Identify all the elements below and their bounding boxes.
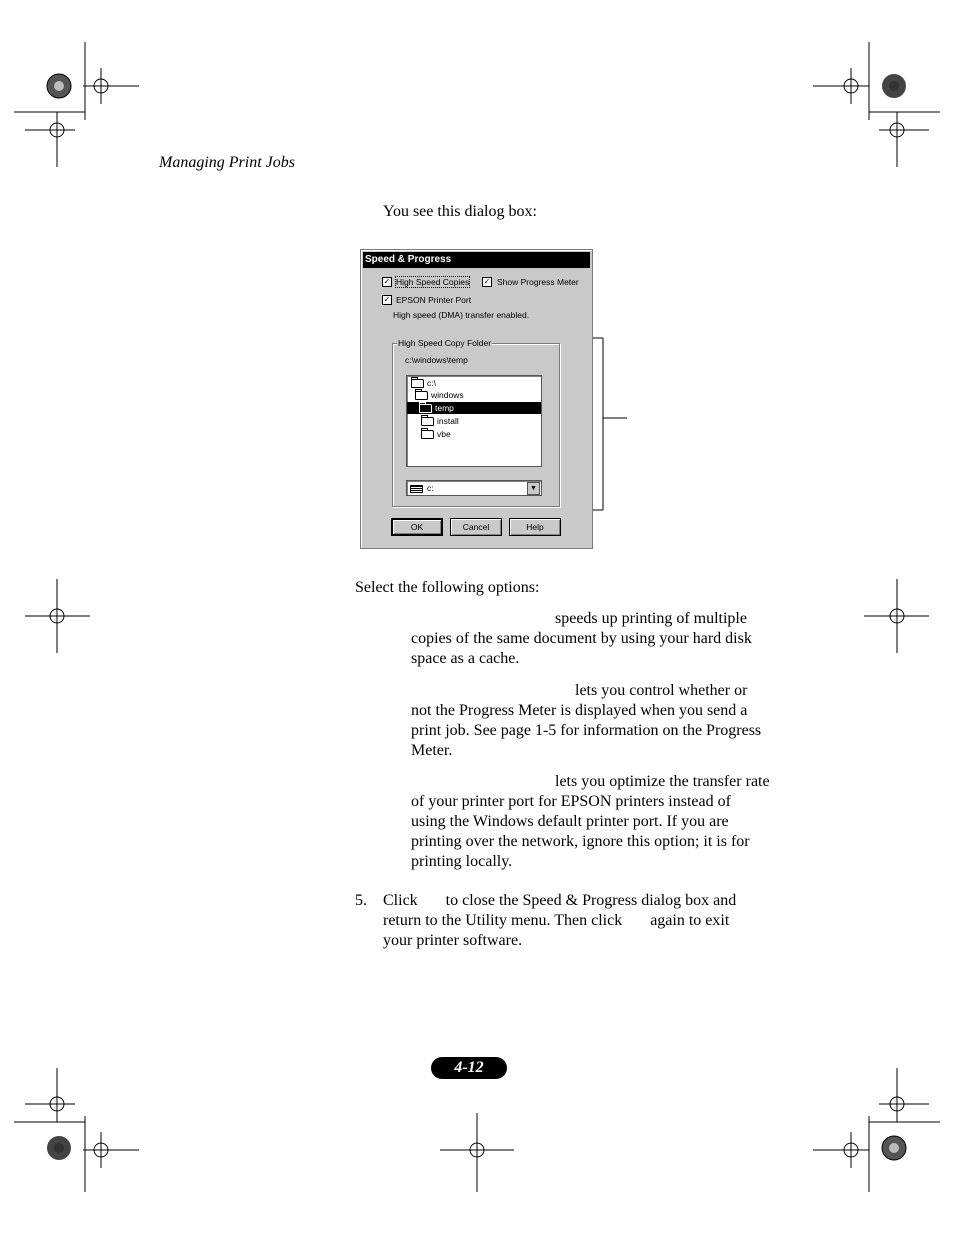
folder-item-windows[interactable]: windows bbox=[415, 389, 464, 401]
intro-text: You see this dialog box: bbox=[383, 203, 537, 220]
option3-line3: using the Windows default printer port. If you are bbox=[411, 813, 729, 830]
dialog-title: Speed & Progress bbox=[363, 252, 590, 268]
ok-button[interactable]: OK bbox=[391, 518, 443, 536]
group-label: High Speed Copy Folder bbox=[398, 338, 492, 348]
option1-line3: space as a cache. bbox=[411, 650, 520, 667]
folder-icon bbox=[421, 430, 434, 439]
option3-line2: of your printer port for EPSON printers instead of bbox=[411, 793, 731, 810]
high-speed-copies-checkbox[interactable]: ✓ bbox=[383, 277, 391, 286]
open-folder-icon bbox=[415, 391, 428, 400]
high-speed-copies-label[interactable]: High Speed Copies bbox=[396, 277, 470, 287]
open-folder-icon bbox=[419, 404, 432, 413]
dma-note: High speed (DMA) transfer enabled. bbox=[393, 310, 530, 320]
step5-number: 5. bbox=[355, 892, 367, 909]
chevron-down-icon[interactable]: ▼ bbox=[527, 482, 540, 495]
folder-list[interactable] bbox=[406, 375, 542, 467]
option2-line2: not the Progress Meter is displayed when you send a bbox=[411, 702, 748, 719]
options-lead: Select the following options: bbox=[355, 579, 540, 596]
folder-icon bbox=[421, 417, 434, 426]
epson-printer-port-label[interactable]: EPSON Printer Port bbox=[396, 295, 472, 305]
option2-line4: Meter. bbox=[411, 742, 453, 759]
running-head: Managing Print Jobs bbox=[159, 154, 295, 171]
option3-line4: printing over the network, ignore this option; it is for bbox=[411, 833, 750, 850]
epson-printer-port-checkbox[interactable]: ✓ bbox=[383, 295, 391, 304]
step5-line2: return to the Utility menu. Then click again to exit bbox=[383, 912, 730, 929]
show-progress-meter-label[interactable]: Show Progress Meter bbox=[497, 277, 579, 287]
speed-progress-dialog bbox=[360, 249, 593, 549]
current-path: c:\windows\temp bbox=[405, 355, 468, 365]
cancel-button[interactable]: Cancel bbox=[450, 518, 502, 536]
help-button[interactable]: Help bbox=[509, 518, 561, 536]
option3-line5: printing locally. bbox=[411, 853, 513, 870]
page-number: 4-12 bbox=[431, 1057, 507, 1079]
open-folder-icon bbox=[411, 379, 424, 388]
drive-select[interactable]: c: ▼ bbox=[406, 480, 542, 496]
folder-item-vbe[interactable]: vbe bbox=[421, 428, 451, 440]
option1-line2: copies of the same document by using your hard disk bbox=[411, 630, 752, 647]
option2-line3: print job. See page 1-5 for information on the Progress bbox=[411, 722, 762, 739]
step5-line3: your printer software. bbox=[383, 932, 523, 949]
show-progress-meter-checkbox[interactable]: ✓ bbox=[483, 277, 491, 286]
option3-line1: lets you optimize the transfer rate bbox=[555, 773, 770, 790]
step5-line1: Click to close the Speed & Progress dialog box and bbox=[383, 892, 737, 909]
option2-line1: lets you control whether or bbox=[575, 682, 748, 699]
folder-item-install[interactable]: install bbox=[421, 415, 459, 427]
folder-item-temp[interactable]: temp bbox=[407, 402, 541, 414]
drive-icon bbox=[410, 485, 423, 493]
option1-line1: speeds up printing of multiple bbox=[555, 610, 747, 627]
folder-item-root[interactable]: c:\ bbox=[411, 377, 436, 389]
